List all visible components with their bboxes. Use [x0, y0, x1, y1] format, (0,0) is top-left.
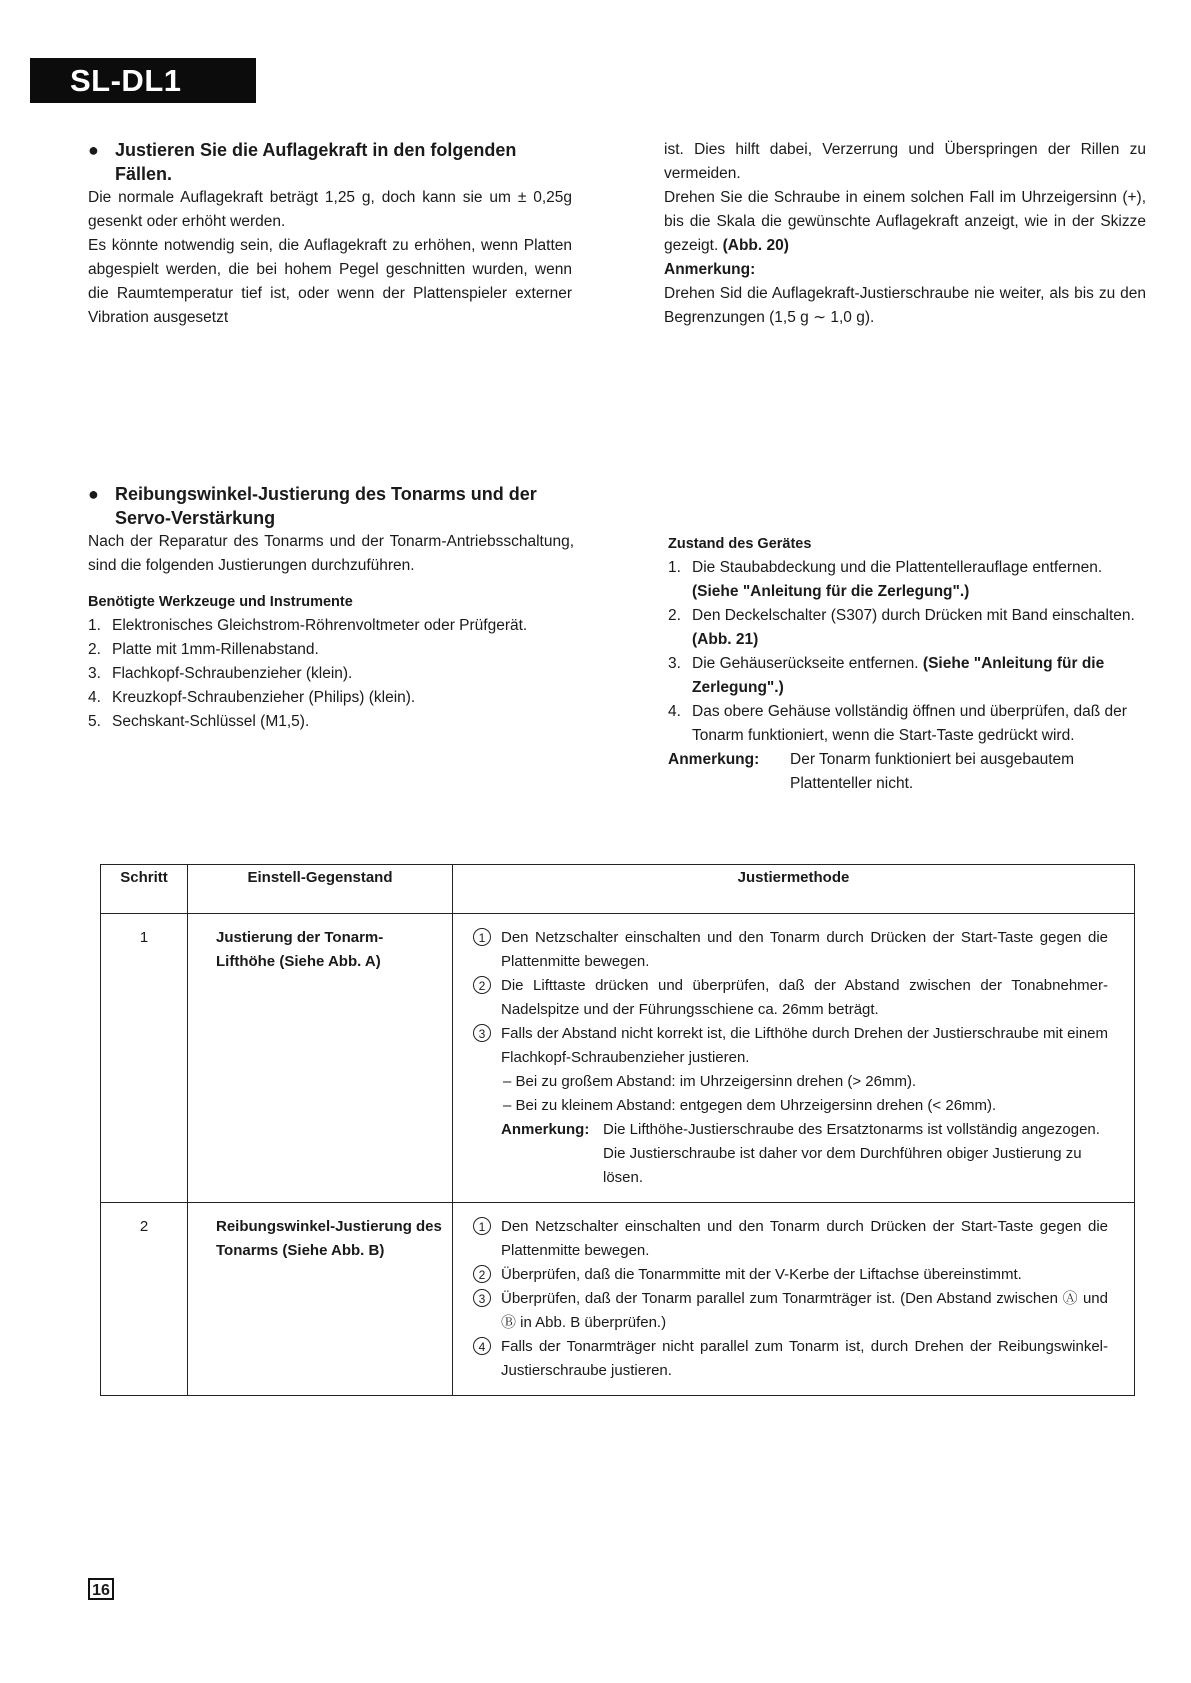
table-row: [101, 914, 1135, 1203]
section1-paragraph: Die normale Auflagekraft beträgt 1,25 g, doch kann sie um ± 0,25g gesenkt oder erhöht werden.: [88, 189, 572, 230]
tools-list: [88, 614, 574, 734]
method-text: Die Lifttaste drücken und überprüfen, daß der Abstand zwischen der Tonabnehmer-Nadelspitze und der Führungsschiene ca. 26mm beträgt.: [501, 977, 1108, 1018]
section1-right-text: Drehen Sie die Schraube in einem solchen Fall im Uhrzeigersinn (+), bis die Skala die gewünschte Auflagekraft anzeigt, wie in der Skizze gezeigt.: [664, 189, 1146, 254]
method-text: Falls der Abstand nicht korrekt ist, die Lifthöhe durch Drehen der Justierschraube mit einem Flachkopf-Schraubenzieher justieren.: [501, 1025, 1108, 1066]
list-text: Die Staubabdeckung und die Plattentellerauflage entfernen.: [692, 559, 1103, 576]
method-text: Den Netzschalter einschalten und den Tonarm durch Drücken der Start-Taste gegen die Plattenmitte bewegen.: [501, 929, 1108, 970]
list-text: Kreuzkopf-Schraubenzieher (Philips) (klein).: [112, 689, 416, 706]
list-num: 3.: [668, 655, 681, 672]
circled-number: 3: [473, 1024, 491, 1042]
method-substep: – Bei zu großem Abstand: im Uhrzeigersinn drehen (> 26mm).: [503, 1073, 917, 1090]
step-number: 1: [101, 914, 188, 1203]
section1-left: [88, 138, 572, 330]
section2-left: [88, 482, 574, 734]
header-item: Einstell-Gegenstand: [188, 865, 453, 914]
table-row: [101, 1203, 1135, 1396]
list-num: 5.: [88, 713, 101, 730]
step-item: Justierung der Tonarm-Lifthöhe (Siehe Abb. A): [188, 914, 453, 1203]
list-item: [668, 556, 1150, 604]
list-text: Die Gehäuserückseite entfernen.: [692, 655, 919, 672]
list-item: [668, 604, 1150, 652]
list-text: Den Deckelschalter (S307) durch Drücken mit Band einschalten.: [692, 607, 1135, 624]
list-item: [88, 638, 574, 662]
method-text: Überprüfen, daß der Tonarm parallel zum Tonarmträger ist. (Den Abstand zwischen Ⓐ und Ⓑ in Abb. B überprüfen.): [501, 1290, 1108, 1331]
header-method: Justiermethode: [453, 865, 1135, 914]
condition-note: [668, 748, 1150, 796]
note-label: Anmerkung:: [664, 261, 756, 278]
note-label: Anmerkung:: [501, 1121, 590, 1138]
step-item: Reibungswinkel-Justierung des Tonarms (Siehe Abb. B): [188, 1203, 453, 1396]
list-item: [88, 710, 574, 734]
list-num: 3.: [88, 665, 101, 682]
circled-number: 3: [473, 1289, 491, 1307]
note-text: Drehen Sid die Auflagekraft-Justierschraube nie weiter, als bis zu den Begrenzungen (1,5 g ∼ 1,0 g).: [664, 285, 1146, 326]
method-note: [473, 1118, 1108, 1190]
step-number: 2: [101, 1203, 188, 1396]
adjustment-table: [100, 864, 1135, 1396]
figure-ref: (Abb. 20): [722, 237, 789, 254]
figure-ref: (Abb. 21): [692, 631, 759, 648]
list-item: [668, 652, 1150, 700]
table-header-row: [101, 865, 1135, 914]
list-item: [88, 614, 574, 638]
list-text: Flachkopf-Schraubenzieher (klein).: [112, 665, 353, 682]
method-step: [473, 974, 1108, 1022]
step-method: [453, 1203, 1135, 1396]
section1-right: [664, 138, 1146, 330]
list-num: 2.: [88, 641, 101, 658]
circled-number: 2: [473, 1265, 491, 1283]
section2-heading-text: Reibungswinkel-Justierung des Tonarms und der Servo-Verstärkung: [115, 484, 537, 528]
method-substep: – Bei zu kleinem Abstand: entgegen dem Uhrzeigersinn drehen (< 26mm).: [503, 1097, 997, 1114]
condition-title: Zustand des Gerätes: [668, 536, 812, 552]
note-text: Die Lifthöhe-Justierschraube des Ersatztonarms ist vollständig angezogen. Die Justierschraube ist daher vor dem Durchführen obiger Justierung zu lösen.: [603, 1121, 1100, 1186]
circled-number: 4: [473, 1337, 491, 1355]
note-label: Anmerkung:: [668, 751, 760, 768]
method-text: Überprüfen, daß die Tonarmmitte mit der V-Kerbe der Liftachse übereinstimmt.: [501, 1266, 1022, 1283]
list-num: 4.: [668, 703, 681, 720]
section1-heading-text: Justieren Sie die Auflagekraft in den folgenden Fällen.: [115, 140, 517, 184]
list-num: 1.: [668, 559, 681, 576]
list-num: 2.: [668, 607, 681, 624]
method-step: [473, 1022, 1108, 1070]
tools-title: Benötigte Werkzeuge und Instrumente: [88, 594, 353, 610]
list-item: [88, 686, 574, 710]
section2-intro: Nach der Reparatur des Tonarms und der Tonarm-Antriebsschaltung, sind die folgenden Justierungen durchzuführen.: [88, 533, 574, 574]
list-text: Elektronisches Gleichstrom-Röhrenvoltmeter oder Prüfgerät.: [112, 617, 528, 634]
method-step: [473, 1263, 1108, 1287]
figure-ref: (Siehe "Anleitung für die Zerlegung".): [692, 655, 1105, 696]
section1-right-paragraph: ist. Dies hilft dabei, Verzerrung und Überspringen der Rillen zu vermeiden.: [664, 141, 1146, 182]
list-num: 4.: [88, 689, 101, 706]
circled-number: 1: [473, 928, 491, 946]
section1-heading: ● Justieren Sie die Auflagekraft in den folgenden Fällen.: [88, 140, 517, 184]
page-number: 16: [88, 1578, 114, 1600]
section1-right-paragraph-2: [664, 186, 1146, 258]
list-text: Platte mit 1mm-Rillenabstand.: [112, 641, 319, 658]
section1-paragraph: Es könnte notwendig sein, die Auflagekraft zu erhöhen, wenn Platten abgespielt werden, die bei hohem Pegel geschnitten wurden, wenn die Raumtemperatur tief ist, oder wenn der Plattenspieler externer Vibration ausgesetzt: [88, 237, 572, 326]
list-num: 1.: [88, 617, 101, 634]
method-text: Den Netzschalter einschalten und den Tonarm durch Drücken der Start-Taste gegen die Plattenmitte bewegen.: [501, 1218, 1108, 1259]
list-text: Sechskant-Schlüssel (M1,5).: [112, 713, 310, 730]
list-text: Das obere Gehäuse vollständig öffnen und überprüfen, daß der Tonarm funktioniert, wenn die Start-Taste gedrückt wird.: [692, 703, 1127, 744]
circled-number: 1: [473, 1217, 491, 1235]
method-step: [473, 1335, 1108, 1383]
section2-right: [668, 532, 1150, 796]
section2-heading: ● Reibungswinkel-Justierung des Tonarms und der Servo-Verstärkung: [88, 484, 537, 528]
header-step: Schritt: [101, 865, 188, 914]
condition-list: [668, 556, 1150, 748]
figure-ref: (Siehe "Anleitung für die Zerlegung".): [692, 583, 970, 600]
method-text: Falls der Tonarmträger nicht parallel zum Tonarm ist, durch Drehen der Reibungswinkel-Justierschraube justieren.: [501, 1338, 1108, 1379]
model-badge: SL-DL1: [30, 58, 256, 103]
method-step: [473, 926, 1108, 974]
method-step: [473, 1215, 1108, 1263]
note-text: Der Tonarm funktioniert bei ausgebautem Plattenteller nicht.: [790, 751, 1075, 792]
circled-number: 2: [473, 976, 491, 994]
list-item: [668, 700, 1150, 748]
list-item: [88, 662, 574, 686]
method-step: [473, 1287, 1108, 1335]
step-method: [453, 914, 1135, 1203]
